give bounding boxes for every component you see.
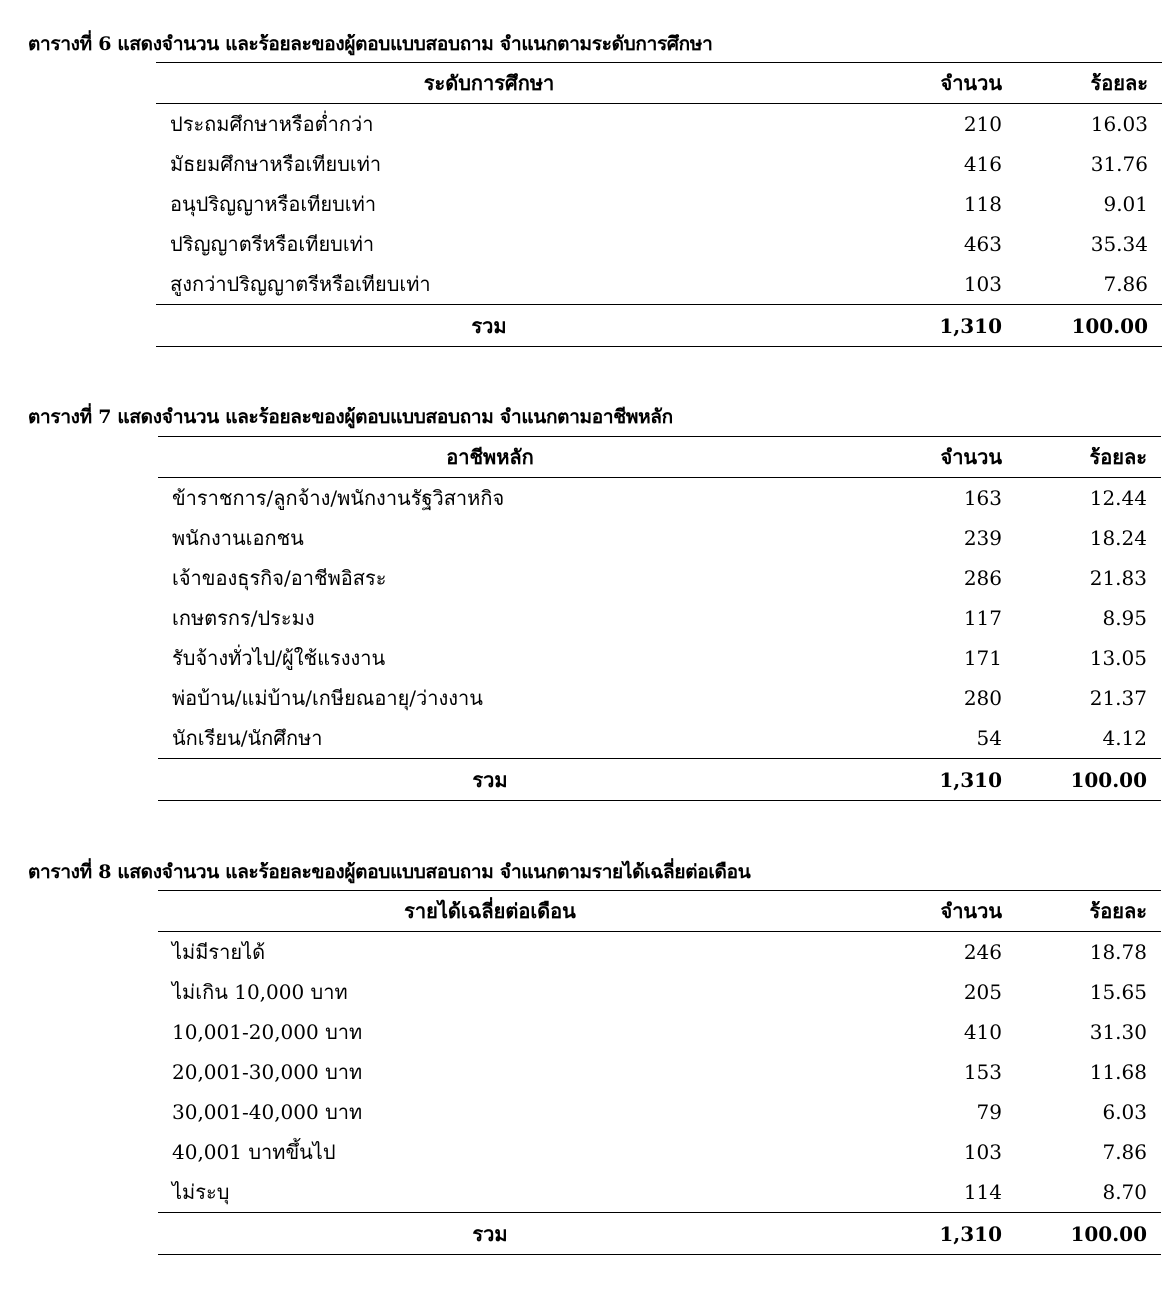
- header-percent: ร้อยละ: [1002, 63, 1162, 104]
- row-label: รับจ้างทั่วไป/ผู้ใช้แรงงาน: [172, 646, 386, 670]
- table-row: [156, 184, 1162, 224]
- table-row: [158, 932, 1161, 973]
- row-percent: 6.03: [1102, 1100, 1147, 1124]
- row-count: 463: [963, 232, 1002, 256]
- header-percent: ร้อยละ: [1002, 437, 1161, 478]
- row-count: 118: [963, 192, 1002, 216]
- row-label: 30,001-40,000 บาท: [172, 1100, 363, 1124]
- row-count: 239: [963, 526, 1002, 550]
- total-count: 1,310: [882, 759, 1002, 801]
- table-row: [158, 678, 1161, 718]
- total-row: [158, 1213, 1161, 1255]
- row-count: 79: [976, 1100, 1002, 1124]
- row-percent: 9.01: [1103, 192, 1148, 216]
- table-row: [158, 638, 1161, 678]
- monthly-income-table: [158, 890, 1161, 1255]
- row-percent: 31.30: [1089, 1020, 1147, 1044]
- table-row: [158, 718, 1161, 759]
- table-row: [158, 558, 1161, 598]
- row-count: 410: [963, 1020, 1002, 1044]
- row-percent: 18.24: [1089, 526, 1147, 550]
- row-count: 171: [963, 646, 1002, 670]
- header-education-level: ระดับการศึกษา: [156, 63, 882, 104]
- row-count: 114: [963, 1180, 1002, 1204]
- row-count: 117: [963, 606, 1002, 630]
- row-count: 54: [976, 726, 1002, 750]
- row-count: 153: [963, 1060, 1002, 1084]
- table-row: [158, 1052, 1161, 1092]
- row-label: ไม่เกิน 10,000 บาท: [172, 980, 348, 1004]
- row-percent: 11.68: [1089, 1060, 1147, 1084]
- row-label: พ่อบ้าน/แม่บ้าน/เกษียณอายุ/ว่างงาน: [172, 686, 483, 710]
- header-count: จำนวน: [882, 891, 1002, 932]
- row-percent: 8.70: [1102, 1180, 1147, 1204]
- row-percent: 16.03: [1090, 112, 1148, 136]
- table-row: [158, 518, 1161, 558]
- table-row: [156, 264, 1162, 305]
- row-label: ไม่มีรายได้: [172, 940, 266, 964]
- total-label: รวม: [156, 305, 882, 347]
- row-label: ข้าราชการ/ลูกจ้าง/พนักงานรัฐวิสาหกิจ: [172, 486, 505, 510]
- table-row: [158, 1172, 1161, 1213]
- header-monthly-income: รายได้เฉลี่ยต่อเดือน: [158, 891, 882, 932]
- table-row: [158, 1012, 1161, 1052]
- row-percent: 13.05: [1089, 646, 1147, 670]
- table-row: [158, 1092, 1161, 1132]
- total-percent: 100.00: [1002, 1213, 1161, 1255]
- row-label: มัธยมศึกษาหรือเทียบเท่า: [170, 152, 382, 176]
- row-label: อนุปริญญาหรือเทียบเท่า: [170, 192, 377, 216]
- table-6-caption: ตารางที่ 6 แสดงจำนวน และร้อยละของผู้ตอบแบบสอบถาม จำแนกตามระดับการศึกษา: [28, 33, 713, 55]
- total-count: 1,310: [882, 305, 1002, 347]
- row-count: 280: [963, 686, 1002, 710]
- row-percent: 35.34: [1090, 232, 1148, 256]
- row-percent: 21.37: [1089, 686, 1147, 710]
- row-percent: 21.83: [1089, 566, 1147, 590]
- row-label: ประถมศึกษาหรือต่ำกว่า: [170, 112, 374, 136]
- row-count: 210: [963, 112, 1002, 136]
- row-label: นักเรียน/นักศึกษา: [172, 726, 323, 750]
- row-percent: 12.44: [1089, 486, 1147, 510]
- row-count: 163: [963, 486, 1002, 510]
- table-8-caption: ตารางที่ 8 แสดงจำนวน และร้อยละของผู้ตอบแบบสอบถาม จำแนกตามรายได้เฉลี่ยต่อเดือน: [28, 861, 751, 883]
- total-label: รวม: [158, 759, 882, 801]
- row-percent: 4.12: [1102, 726, 1147, 750]
- table-header-row: [158, 437, 1161, 478]
- row-label: ปริญญาตรีหรือเทียบเท่า: [170, 232, 375, 256]
- row-label: 10,001-20,000 บาท: [172, 1020, 363, 1044]
- row-count: 416: [963, 152, 1002, 176]
- row-count: 103: [963, 1140, 1002, 1164]
- table-row: [158, 598, 1161, 638]
- row-label: พนักงานเอกชน: [172, 526, 304, 550]
- education-level-table: [156, 62, 1162, 347]
- table-header-row: [156, 63, 1162, 104]
- total-row: [156, 305, 1162, 347]
- header-count: จำนวน: [882, 63, 1002, 104]
- total-percent: 100.00: [1002, 305, 1162, 347]
- row-label: เกษตรกร/ประมง: [172, 606, 315, 630]
- total-row: [158, 759, 1161, 801]
- row-percent: 8.95: [1102, 606, 1147, 630]
- row-count: 103: [963, 272, 1002, 296]
- total-percent: 100.00: [1002, 759, 1161, 801]
- row-label: สูงกว่าปริญญาตรีหรือเทียบเท่า: [170, 272, 431, 296]
- table-row: [158, 478, 1161, 519]
- row-label: ไม่ระบุ: [172, 1180, 230, 1204]
- total-count: 1,310: [882, 1213, 1002, 1255]
- table-7-caption: ตารางที่ 7 แสดงจำนวน และร้อยละของผู้ตอบแบบสอบถาม จำแนกตามอาชีพหลัก: [28, 406, 673, 428]
- row-percent: 7.86: [1102, 1140, 1147, 1164]
- table-row: [156, 144, 1162, 184]
- row-percent: 7.86: [1103, 272, 1148, 296]
- table-row: [156, 104, 1162, 145]
- row-percent: 15.65: [1089, 980, 1147, 1004]
- row-count: 246: [963, 940, 1002, 964]
- row-count: 205: [963, 980, 1002, 1004]
- table-header-row: [158, 891, 1161, 932]
- row-percent: 31.76: [1090, 152, 1148, 176]
- row-label: 20,001-30,000 บาท: [172, 1060, 363, 1084]
- occupation-table: [158, 436, 1161, 801]
- header-occupation: อาชีพหลัก: [158, 437, 882, 478]
- table-row: [158, 1132, 1161, 1172]
- row-percent: 18.78: [1089, 940, 1147, 964]
- row-count: 286: [963, 566, 1002, 590]
- table-row: [156, 224, 1162, 264]
- header-count: จำนวน: [882, 437, 1002, 478]
- table-row: [158, 972, 1161, 1012]
- row-label: เจ้าของธุรกิจ/อาชีพอิสระ: [172, 566, 387, 590]
- row-label: 40,001 บาทขึ้นไป: [172, 1140, 336, 1164]
- total-label: รวม: [158, 1213, 882, 1255]
- header-percent: ร้อยละ: [1002, 891, 1161, 932]
